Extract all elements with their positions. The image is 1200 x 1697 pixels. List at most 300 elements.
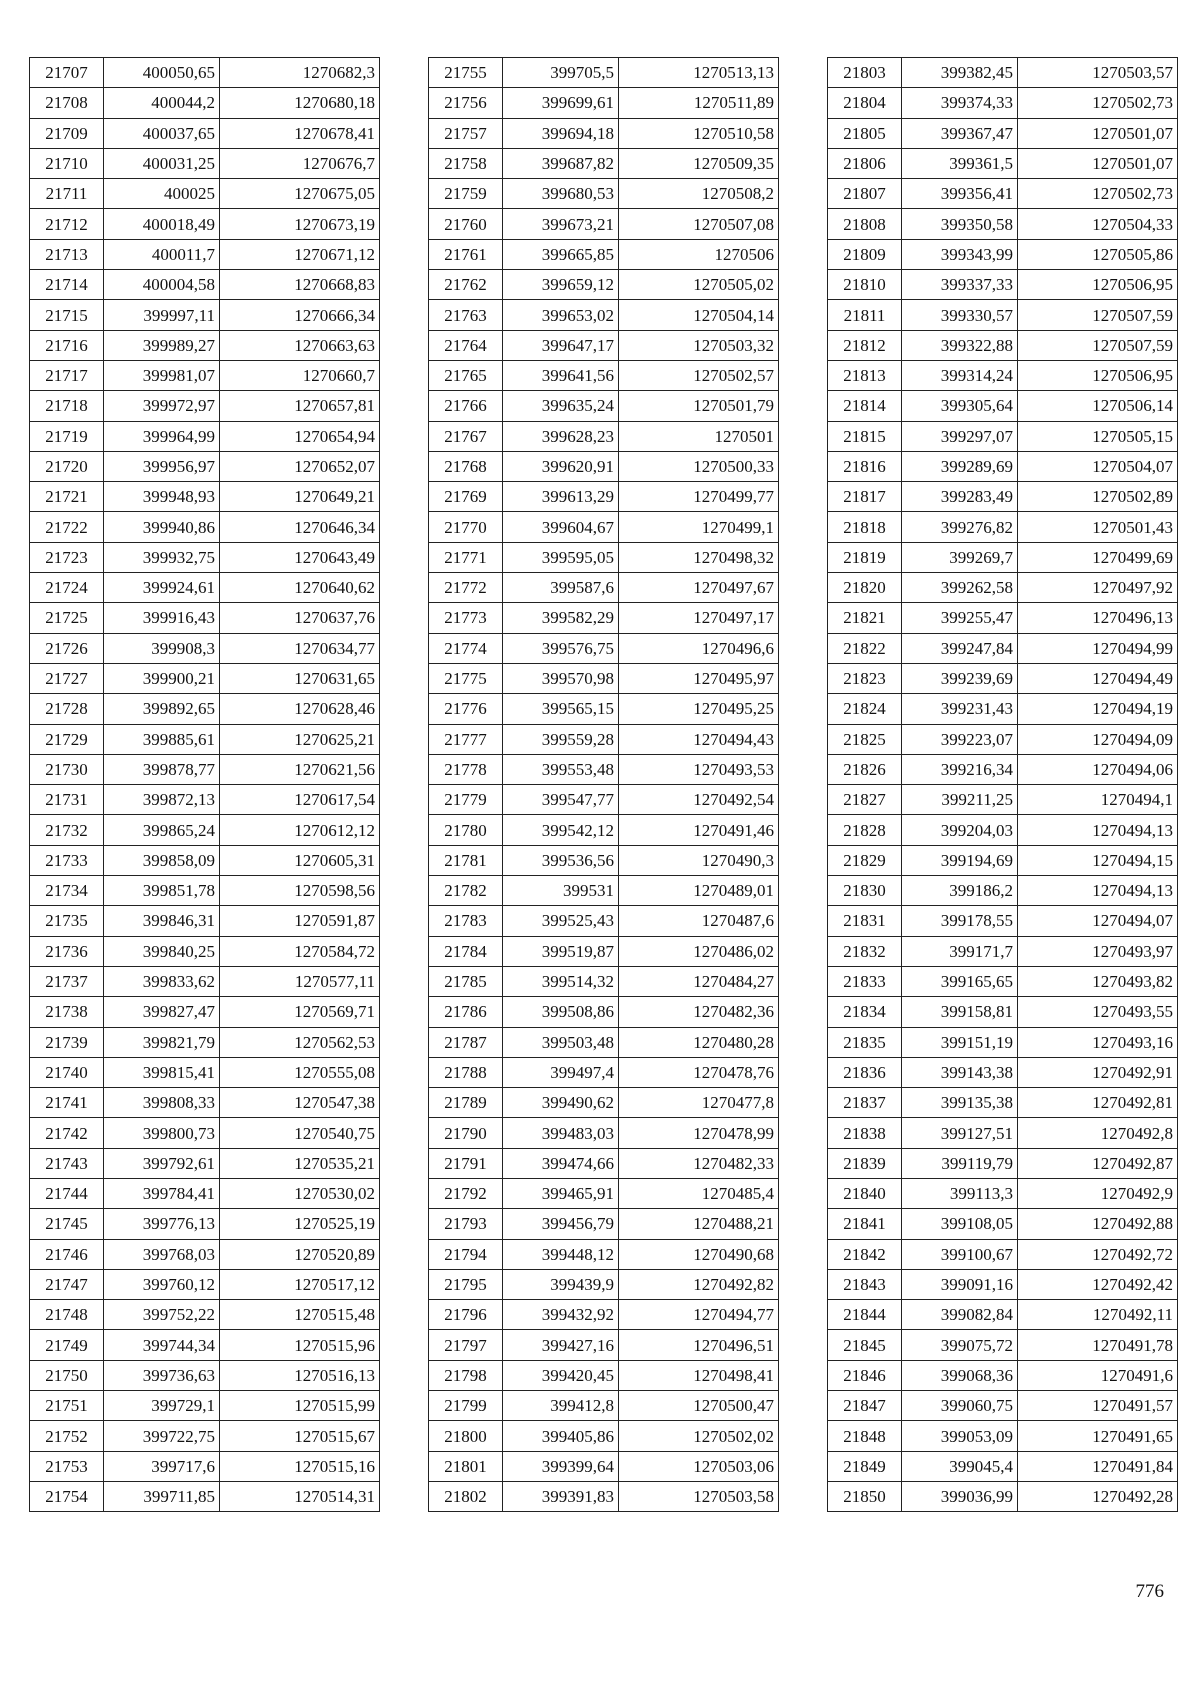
y-coordinate-cell: 1270505,15 (1018, 421, 1178, 451)
x-coordinate-cell: 399448,12 (503, 1239, 619, 1269)
table-row (429, 603, 779, 633)
x-coordinate-cell: 399247,84 (902, 633, 1018, 663)
table-row (30, 603, 380, 633)
x-coordinate-cell: 399673,21 (503, 209, 619, 239)
table-row (429, 815, 779, 845)
x-coordinate-cell: 399343,99 (902, 239, 1018, 269)
y-coordinate-cell: 1270482,33 (619, 1148, 779, 1178)
y-coordinate-cell: 1270494,13 (1018, 876, 1178, 906)
table-row (30, 1057, 380, 1087)
point-number-cell: 21749 (30, 1330, 104, 1360)
y-coordinate-cell: 1270494,1 (1018, 785, 1178, 815)
x-coordinate-cell: 399216,34 (902, 754, 1018, 784)
x-coordinate-cell: 399587,6 (503, 573, 619, 603)
table-row (30, 209, 380, 239)
point-number-cell: 21830 (828, 876, 902, 906)
table-row (30, 239, 380, 269)
y-coordinate-cell: 1270663,63 (220, 330, 380, 360)
point-number-cell: 21831 (828, 906, 902, 936)
table-row (30, 421, 380, 451)
x-coordinate-cell: 399956,97 (104, 451, 220, 481)
y-coordinate-cell: 1270515,99 (220, 1391, 380, 1421)
table-row (429, 633, 779, 663)
table-row (30, 1481, 380, 1511)
x-coordinate-cell: 399694,18 (503, 118, 619, 148)
point-number-cell: 21808 (828, 209, 902, 239)
point-number-cell: 21741 (30, 1088, 104, 1118)
y-coordinate-cell: 1270494,13 (1018, 815, 1178, 845)
x-coordinate-cell: 399519,87 (503, 936, 619, 966)
x-coordinate-cell: 400004,58 (104, 270, 220, 300)
table-row (828, 209, 1178, 239)
point-number-cell: 21820 (828, 573, 902, 603)
y-coordinate-cell: 1270488,21 (619, 1209, 779, 1239)
y-coordinate-cell: 1270494,19 (1018, 694, 1178, 724)
x-coordinate-cell: 399997,11 (104, 300, 220, 330)
x-coordinate-cell: 399204,03 (902, 815, 1018, 845)
table-row (828, 451, 1178, 481)
point-number-cell: 21821 (828, 603, 902, 633)
y-coordinate-cell: 1270631,65 (220, 663, 380, 693)
y-coordinate-cell: 1270493,82 (1018, 966, 1178, 996)
table-row (30, 1269, 380, 1299)
table-row (429, 936, 779, 966)
point-number-cell: 21757 (429, 118, 503, 148)
x-coordinate-cell: 399483,03 (503, 1118, 619, 1148)
y-coordinate-cell: 1270525,19 (220, 1209, 380, 1239)
y-coordinate-cell: 1270501,07 (1018, 148, 1178, 178)
point-number-cell: 21792 (429, 1178, 503, 1208)
table-row (30, 997, 380, 1027)
y-coordinate-cell: 1270508,2 (619, 179, 779, 209)
point-number-cell: 21836 (828, 1057, 902, 1087)
table-row (429, 1269, 779, 1299)
y-coordinate-cell: 1270503,57 (1018, 58, 1178, 88)
x-coordinate-cell: 399722,75 (104, 1421, 220, 1451)
point-number-cell: 21739 (30, 1027, 104, 1057)
y-coordinate-cell: 1270621,56 (220, 754, 380, 784)
x-coordinate-cell: 399821,79 (104, 1027, 220, 1057)
y-coordinate-cell: 1270515,96 (220, 1330, 380, 1360)
y-coordinate-cell: 1270492,82 (619, 1269, 779, 1299)
y-coordinate-cell: 1270634,77 (220, 633, 380, 663)
point-number-cell: 21758 (429, 148, 503, 178)
point-number-cell: 21788 (429, 1057, 503, 1087)
table-row (828, 1148, 1178, 1178)
table-row (30, 845, 380, 875)
point-number-cell: 21795 (429, 1269, 503, 1299)
x-coordinate-cell: 399565,15 (503, 694, 619, 724)
y-coordinate-cell: 1270492,28 (1018, 1481, 1178, 1511)
x-coordinate-cell: 399497,4 (503, 1057, 619, 1087)
y-coordinate-cell: 1270494,09 (1018, 724, 1178, 754)
table-row (828, 1330, 1178, 1360)
table-row (429, 1178, 779, 1208)
point-number-cell: 21780 (429, 815, 503, 845)
y-coordinate-cell: 1270569,71 (220, 997, 380, 1027)
table-row (30, 1118, 380, 1148)
y-coordinate-cell: 1270506,95 (1018, 270, 1178, 300)
y-coordinate-cell: 1270492,11 (1018, 1300, 1178, 1330)
y-coordinate-cell: 1270555,08 (220, 1057, 380, 1087)
table-row (30, 88, 380, 118)
table-row (828, 1481, 1178, 1511)
y-coordinate-cell: 1270490,68 (619, 1239, 779, 1269)
point-number-cell: 21783 (429, 906, 503, 936)
table-row (30, 906, 380, 936)
x-coordinate-cell: 399186,2 (902, 876, 1018, 906)
y-coordinate-cell: 1270505,86 (1018, 239, 1178, 269)
y-coordinate-cell: 1270487,6 (619, 906, 779, 936)
y-coordinate-cell: 1270516,13 (220, 1360, 380, 1390)
table-row (30, 1451, 380, 1481)
point-number-cell: 21773 (429, 603, 503, 633)
x-coordinate-cell: 399972,97 (104, 391, 220, 421)
point-number-cell: 21824 (828, 694, 902, 724)
table-row (30, 1300, 380, 1330)
y-coordinate-cell: 1270530,02 (220, 1178, 380, 1208)
table-row (828, 815, 1178, 845)
table-row (828, 1451, 1178, 1481)
x-coordinate-cell: 399474,66 (503, 1148, 619, 1178)
y-coordinate-cell: 1270501,07 (1018, 118, 1178, 148)
y-coordinate-cell: 1270540,75 (220, 1118, 380, 1148)
x-coordinate-cell: 399269,7 (902, 542, 1018, 572)
table-row (429, 663, 779, 693)
point-number-cell: 21778 (429, 754, 503, 784)
point-number-cell: 21848 (828, 1421, 902, 1451)
x-coordinate-cell: 399337,33 (902, 270, 1018, 300)
x-coordinate-cell: 399503,48 (503, 1027, 619, 1057)
x-coordinate-cell: 399582,29 (503, 603, 619, 633)
x-coordinate-cell: 399194,69 (902, 845, 1018, 875)
y-coordinate-cell: 1270502,73 (1018, 88, 1178, 118)
table-row (828, 482, 1178, 512)
point-number-cell: 21846 (828, 1360, 902, 1390)
y-coordinate-cell: 1270497,17 (619, 603, 779, 633)
x-coordinate-cell: 399108,05 (902, 1209, 1018, 1239)
x-coordinate-cell: 399439,9 (503, 1269, 619, 1299)
x-coordinate-cell: 399053,09 (902, 1421, 1018, 1451)
point-number-cell: 21769 (429, 482, 503, 512)
y-coordinate-cell: 1270494,77 (619, 1300, 779, 1330)
point-number-cell: 21759 (429, 179, 503, 209)
point-number-cell: 21790 (429, 1118, 503, 1148)
point-number-cell: 21756 (429, 88, 503, 118)
x-coordinate-cell: 399641,56 (503, 360, 619, 390)
x-coordinate-cell: 399924,61 (104, 573, 220, 603)
x-coordinate-cell: 399171,7 (902, 936, 1018, 966)
point-number-cell: 21770 (429, 512, 503, 542)
table-row (429, 1057, 779, 1087)
x-coordinate-cell: 400031,25 (104, 148, 220, 178)
y-coordinate-cell: 1270478,76 (619, 1057, 779, 1087)
table-row (828, 906, 1178, 936)
table-row (429, 1027, 779, 1057)
point-number-cell: 21735 (30, 906, 104, 936)
point-number-cell: 21796 (429, 1300, 503, 1330)
x-coordinate-cell: 399239,69 (902, 663, 1018, 693)
x-coordinate-cell: 399744,34 (104, 1330, 220, 1360)
y-coordinate-cell: 1270562,53 (220, 1027, 380, 1057)
table-row (30, 1178, 380, 1208)
y-coordinate-cell: 1270492,88 (1018, 1209, 1178, 1239)
point-number-cell: 21750 (30, 1360, 104, 1390)
y-coordinate-cell: 1270491,84 (1018, 1451, 1178, 1481)
y-coordinate-cell: 1270499,69 (1018, 542, 1178, 572)
y-coordinate-cell: 1270637,76 (220, 603, 380, 633)
x-coordinate-cell: 399143,38 (902, 1057, 1018, 1087)
point-number-cell: 21723 (30, 542, 104, 572)
x-coordinate-cell: 399680,53 (503, 179, 619, 209)
y-coordinate-cell: 1270485,4 (619, 1178, 779, 1208)
point-number-cell: 21708 (30, 88, 104, 118)
x-coordinate-cell: 399367,47 (902, 118, 1018, 148)
y-coordinate-cell: 1270500,33 (619, 451, 779, 481)
point-number-cell: 21840 (828, 1178, 902, 1208)
point-number-cell: 21845 (828, 1330, 902, 1360)
point-number-cell: 21746 (30, 1239, 104, 1269)
x-coordinate-cell: 399815,41 (104, 1057, 220, 1087)
point-number-cell: 21721 (30, 482, 104, 512)
point-number-cell: 21797 (429, 1330, 503, 1360)
table-row (828, 542, 1178, 572)
table-row (30, 58, 380, 88)
table-row (429, 270, 779, 300)
x-coordinate-cell: 399276,82 (902, 512, 1018, 542)
x-coordinate-cell: 400044,2 (104, 88, 220, 118)
x-coordinate-cell: 399752,22 (104, 1300, 220, 1330)
x-coordinate-cell: 399456,79 (503, 1209, 619, 1239)
point-number-cell: 21712 (30, 209, 104, 239)
table-row (429, 1481, 779, 1511)
point-number-cell: 21798 (429, 1360, 503, 1390)
point-number-cell: 21809 (828, 239, 902, 269)
point-number-cell: 21745 (30, 1209, 104, 1239)
x-coordinate-cell: 399165,65 (902, 966, 1018, 996)
y-coordinate-cell: 1270671,12 (220, 239, 380, 269)
table-row (30, 1421, 380, 1451)
point-number-cell: 21779 (429, 785, 503, 815)
y-coordinate-cell: 1270482,36 (619, 997, 779, 1027)
y-coordinate-cell: 1270478,99 (619, 1118, 779, 1148)
y-coordinate-cell: 1270492,9 (1018, 1178, 1178, 1208)
x-coordinate-cell: 399536,56 (503, 845, 619, 875)
y-coordinate-cell: 1270511,89 (619, 88, 779, 118)
y-coordinate-cell: 1270492,91 (1018, 1057, 1178, 1087)
coordinate-table-2 (428, 57, 779, 1512)
x-coordinate-cell: 399576,75 (503, 633, 619, 663)
y-coordinate-cell: 1270640,62 (220, 573, 380, 603)
coordinate-table-3 (827, 57, 1178, 1512)
y-coordinate-cell: 1270493,16 (1018, 1027, 1178, 1057)
table-row (429, 330, 779, 360)
y-coordinate-cell: 1270503,06 (619, 1451, 779, 1481)
x-coordinate-cell: 399635,24 (503, 391, 619, 421)
y-coordinate-cell: 1270628,46 (220, 694, 380, 724)
x-coordinate-cell: 399858,09 (104, 845, 220, 875)
point-number-cell: 21768 (429, 451, 503, 481)
point-number-cell: 21791 (429, 1148, 503, 1178)
x-coordinate-cell: 399508,86 (503, 997, 619, 1027)
x-coordinate-cell: 399736,63 (104, 1360, 220, 1390)
table-row (828, 330, 1178, 360)
point-number-cell: 21799 (429, 1391, 503, 1421)
y-coordinate-cell: 1270491,6 (1018, 1360, 1178, 1390)
y-coordinate-cell: 1270591,87 (220, 906, 380, 936)
y-coordinate-cell: 1270490,3 (619, 845, 779, 875)
x-coordinate-cell: 399420,45 (503, 1360, 619, 1390)
point-number-cell: 21730 (30, 754, 104, 784)
y-coordinate-cell: 1270503,58 (619, 1481, 779, 1511)
table-row (828, 1239, 1178, 1269)
table-row (828, 1088, 1178, 1118)
x-coordinate-cell: 399792,61 (104, 1148, 220, 1178)
table-row (828, 300, 1178, 330)
y-coordinate-cell: 1270497,92 (1018, 573, 1178, 603)
x-coordinate-cell: 399127,51 (902, 1118, 1018, 1148)
y-coordinate-cell: 1270480,28 (619, 1027, 779, 1057)
y-coordinate-cell: 1270491,57 (1018, 1391, 1178, 1421)
point-number-cell: 21804 (828, 88, 902, 118)
table-row (30, 1148, 380, 1178)
point-number-cell: 21767 (429, 421, 503, 451)
y-coordinate-cell: 1270505,02 (619, 270, 779, 300)
y-coordinate-cell: 1270494,06 (1018, 754, 1178, 784)
table-row (429, 300, 779, 330)
y-coordinate-cell: 1270675,05 (220, 179, 380, 209)
y-coordinate-cell: 1270507,59 (1018, 300, 1178, 330)
table-row (429, 1300, 779, 1330)
x-coordinate-cell: 399784,41 (104, 1178, 220, 1208)
y-coordinate-cell: 1270513,13 (619, 58, 779, 88)
x-coordinate-cell: 399604,67 (503, 512, 619, 542)
x-coordinate-cell: 399231,43 (902, 694, 1018, 724)
table-row (30, 512, 380, 542)
point-number-cell: 21727 (30, 663, 104, 693)
point-number-cell: 21742 (30, 1118, 104, 1148)
table-row (30, 724, 380, 754)
y-coordinate-cell: 1270492,72 (1018, 1239, 1178, 1269)
point-number-cell: 21765 (429, 360, 503, 390)
y-coordinate-cell: 1270520,89 (220, 1239, 380, 1269)
x-coordinate-cell: 399570,98 (503, 663, 619, 693)
y-coordinate-cell: 1270509,35 (619, 148, 779, 178)
table-row (30, 482, 380, 512)
x-coordinate-cell: 399314,24 (902, 360, 1018, 390)
table-row (828, 754, 1178, 784)
point-number-cell: 21771 (429, 542, 503, 572)
y-coordinate-cell: 1270496,6 (619, 633, 779, 663)
x-coordinate-cell: 399711,85 (104, 1481, 220, 1511)
point-number-cell: 21744 (30, 1178, 104, 1208)
x-coordinate-cell: 399356,41 (902, 179, 1018, 209)
table-row (828, 1027, 1178, 1057)
y-coordinate-cell: 1270491,78 (1018, 1330, 1178, 1360)
x-coordinate-cell: 399178,55 (902, 906, 1018, 936)
point-number-cell: 21720 (30, 451, 104, 481)
x-coordinate-cell: 399885,61 (104, 724, 220, 754)
table-row (30, 300, 380, 330)
point-number-cell: 21725 (30, 603, 104, 633)
x-coordinate-cell: 399305,64 (902, 391, 1018, 421)
x-coordinate-cell: 399100,67 (902, 1239, 1018, 1269)
point-number-cell: 21837 (828, 1088, 902, 1118)
point-number-cell: 21722 (30, 512, 104, 542)
y-coordinate-cell: 1270502,73 (1018, 179, 1178, 209)
table-row (30, 633, 380, 663)
point-number-cell: 21711 (30, 179, 104, 209)
x-coordinate-cell: 399620,91 (503, 451, 619, 481)
y-coordinate-cell: 1270682,3 (220, 58, 380, 88)
x-coordinate-cell: 399382,45 (902, 58, 1018, 88)
y-coordinate-cell: 1270612,12 (220, 815, 380, 845)
coordinate-table-1 (29, 57, 380, 1512)
table-row (828, 270, 1178, 300)
y-coordinate-cell: 1270678,41 (220, 118, 380, 148)
point-number-cell: 21713 (30, 239, 104, 269)
table-row (30, 1209, 380, 1239)
point-number-cell: 21714 (30, 270, 104, 300)
page-number: 776 (1135, 1581, 1164, 1602)
x-coordinate-cell: 399330,57 (902, 300, 1018, 330)
table-row (30, 1088, 380, 1118)
table-row (30, 1330, 380, 1360)
x-coordinate-cell: 399613,29 (503, 482, 619, 512)
x-coordinate-cell: 399760,12 (104, 1269, 220, 1299)
table-row (30, 694, 380, 724)
y-coordinate-cell: 1270666,34 (220, 300, 380, 330)
point-number-cell: 21719 (30, 421, 104, 451)
y-coordinate-cell: 1270494,43 (619, 724, 779, 754)
point-number-cell: 21813 (828, 360, 902, 390)
table-row (30, 330, 380, 360)
x-coordinate-cell: 399490,62 (503, 1088, 619, 1118)
point-number-cell: 21772 (429, 573, 503, 603)
x-coordinate-cell: 399851,78 (104, 876, 220, 906)
x-coordinate-cell: 399595,05 (503, 542, 619, 572)
point-number-cell: 21818 (828, 512, 902, 542)
table-row (30, 270, 380, 300)
point-number-cell: 21762 (429, 270, 503, 300)
x-coordinate-cell: 400011,7 (104, 239, 220, 269)
table-row (828, 118, 1178, 148)
y-coordinate-cell: 1270584,72 (220, 936, 380, 966)
x-coordinate-cell: 399916,43 (104, 603, 220, 633)
y-coordinate-cell: 1270515,16 (220, 1451, 380, 1481)
x-coordinate-cell: 399628,23 (503, 421, 619, 451)
table-row (828, 603, 1178, 633)
table-row (828, 58, 1178, 88)
table-row (828, 936, 1178, 966)
y-coordinate-cell: 1270494,07 (1018, 906, 1178, 936)
x-coordinate-cell: 400025 (104, 179, 220, 209)
y-coordinate-cell: 1270605,31 (220, 845, 380, 875)
x-coordinate-cell: 399525,43 (503, 906, 619, 936)
x-coordinate-cell: 399391,83 (503, 1481, 619, 1511)
table-row (828, 1057, 1178, 1087)
x-coordinate-cell: 399045,4 (902, 1451, 1018, 1481)
table-row (30, 936, 380, 966)
table-row (828, 239, 1178, 269)
point-number-cell: 21843 (828, 1269, 902, 1299)
x-coordinate-cell: 399800,73 (104, 1118, 220, 1148)
point-number-cell: 21800 (429, 1421, 503, 1451)
x-coordinate-cell: 399989,27 (104, 330, 220, 360)
y-coordinate-cell: 1270617,54 (220, 785, 380, 815)
point-number-cell: 21787 (429, 1027, 503, 1057)
table-row (30, 118, 380, 148)
